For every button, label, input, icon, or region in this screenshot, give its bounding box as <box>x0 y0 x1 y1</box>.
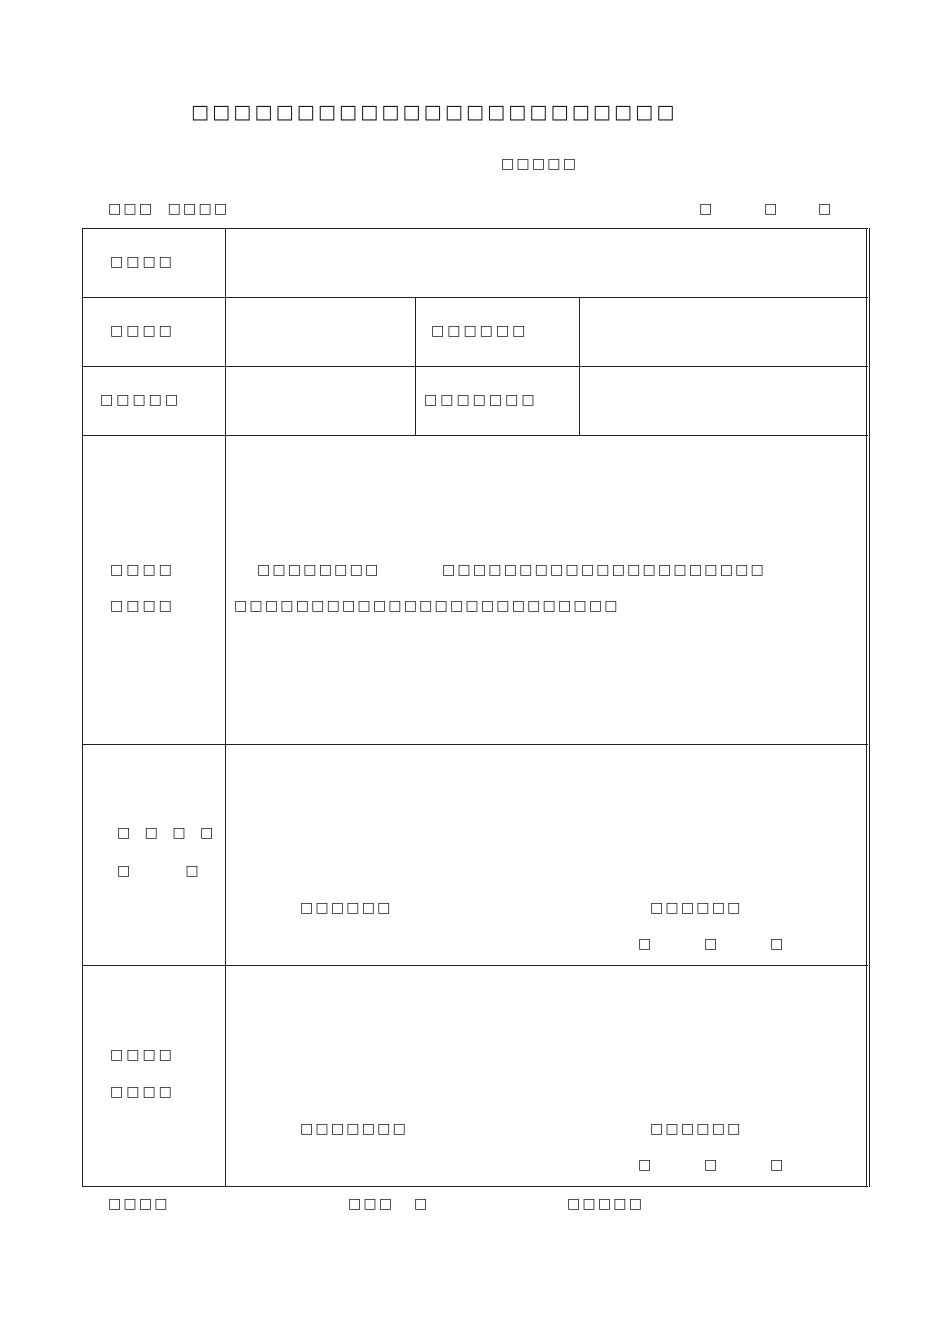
row6-label-line1: □□□□ <box>110 1047 175 1063</box>
footer-middle-a: □□□ <box>348 1196 395 1212</box>
header-date-month: □ <box>764 201 780 217</box>
row5-sign-left: □□□□□□ <box>300 900 393 916</box>
table-divider <box>225 228 226 1187</box>
row1-label: □□□□ <box>110 254 175 270</box>
form-title: □□□□□□□□□□□□□□□□□□□□□□□ <box>191 101 678 123</box>
row5-date-day: □ <box>770 936 786 952</box>
table-border-bottom <box>82 1186 868 1187</box>
row2-label: □□□□ <box>110 323 175 339</box>
header-date-day: □ <box>818 201 834 217</box>
table-border-left <box>82 228 83 1187</box>
row3-mid-label: □□□□□□□ <box>424 392 538 408</box>
header-date-year: □ <box>699 201 715 217</box>
form-number: □□□□□ <box>501 156 579 172</box>
table-divider <box>82 366 868 367</box>
row5-label-line1: □ □ □ □ <box>117 825 219 841</box>
footer-left: □□□□ <box>108 1196 170 1212</box>
table-divider <box>82 744 868 745</box>
row6-date-year: □ <box>638 1157 654 1173</box>
row6-date-day: □ <box>770 1157 786 1173</box>
row6-label-line2: □□□□ <box>110 1084 175 1100</box>
row4-text-c: □□□□□□□□□□□□□□□□□□□□□□□□□ <box>234 598 620 614</box>
table-divider <box>82 435 868 436</box>
table-border-right <box>866 228 867 1187</box>
row4-label-line1: □□□□ <box>110 562 175 578</box>
row4-text-b: □□□□□□□□□□□□□□□□□□□□□ <box>442 562 766 578</box>
row6-sign-left: □□□□□□□ <box>300 1121 408 1137</box>
row5-label-line2: □ □ <box>117 863 202 879</box>
row6-sign-right: □□□□□□ <box>650 1121 743 1137</box>
row5-date-month: □ <box>704 936 720 952</box>
table-divider <box>82 297 868 298</box>
row5-date-year: □ <box>638 936 654 952</box>
row2-mid-label: □□□□□□ <box>431 323 529 339</box>
row3-label: □□□□□ <box>100 392 182 408</box>
table-border-right-outer <box>869 228 870 1187</box>
footer-middle-b: □ <box>414 1196 430 1212</box>
table-border-top <box>82 228 868 229</box>
row6-date-month: □ <box>704 1157 720 1173</box>
header-left-text: □□□ □□□□ <box>108 201 230 217</box>
row5-sign-right: □□□□□□ <box>650 900 743 916</box>
table-divider <box>415 297 416 436</box>
row4-text-a: □□□□□□□□ <box>257 562 381 578</box>
row4-label-line2: □□□□ <box>110 598 175 614</box>
table-divider <box>82 965 868 966</box>
table-divider <box>579 297 580 436</box>
footer-right: □□□□□ <box>567 1196 645 1212</box>
